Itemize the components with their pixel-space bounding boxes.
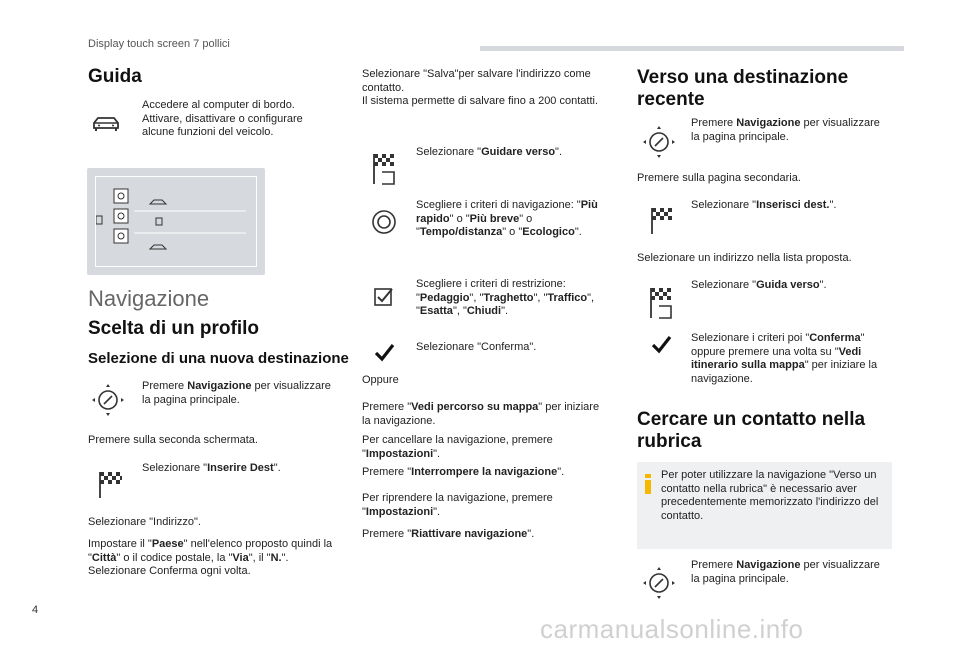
secondary-page-text: Premere sulla pagina secondaria. [637,172,801,184]
stop-text: Premere "Interrompere la navigazione". [362,466,565,478]
drive-to-text: Selezionare "Guidare verso". [416,146,563,158]
or-text: Oppure [362,374,399,386]
press-nav-text-1: Premere Navigazione per visualizzare la pagina principale. [142,380,331,406]
page-number: 4 [32,604,39,616]
profile-title: Scelta di un profilo [88,318,260,339]
press-nav-text-3: Premere Navigazione per visualizzare la pagina principale. [691,559,880,585]
checkbox-icon [366,278,402,314]
car-icon [88,106,124,142]
second-screen-text: Premere sulla seconda schermata. [88,434,258,446]
finish-flag-icon [643,284,679,320]
finish-flag-icon [92,466,128,502]
insert-dest-text: Selezionare "Inserire Dest". [142,462,281,474]
select-address-list-text: Selezionare un indirizzo nella lista proposta. [637,252,852,264]
insert-dest-text-2: Selezionare "Inserisci dest.". [691,199,837,211]
header-rule [480,46,904,51]
confirm-text: Selezionare "Conferma". [416,341,537,353]
contact-title: Cercare un contatto nella rubrica [637,409,866,452]
press-nav-text-2: Premere Navigazione per visualizzare la pagina principale. [691,117,880,143]
finish-flag-icon [366,150,402,186]
recent-destination-title: Verso una destinazione recente [637,67,849,110]
criteria-confirm-text: Selezionare i criteri poi "Conferma" oppure premere una volta su "Vedi itinerario sulla mappa" per iniziare la navigazione. [691,332,878,385]
set-country-text: Impostare il "Paese" nell'elenco proposto quindi la "Città" o il codice postale, la "Via", il "N.". Selezionare Conferma ogni volta. [88,538,333,577]
select-address-text: Selezionare "Indirizzo". [88,516,201,528]
finish-flag-icon [644,202,680,238]
navigation-compass-icon [641,565,677,601]
info-icon [645,474,651,488]
checkmark-icon [366,334,402,370]
guida-text: Accedere al computer di bordo. Attivare, disattivare o configurare alcune funzioni del veicolo. [142,99,303,138]
guide-to-text: Selezionare "Guida verso". [691,279,827,291]
guida-title: Guida [88,66,142,87]
reactivate-text: Premere "Riattivare navigazione". [362,528,535,540]
info-note-text: Per poter utilizzare la navigazione "Verso un contatto nella rubrica" è necessario aver precedentemente memorizzato l'indirizzo del contatto. [661,469,879,522]
navigazione-title: Navigazione [88,286,210,311]
nav-criteria-text: Scegliere i criteri di navigazione: "Più rapido" o "Più breve" o "Tempo/distanza" o "Ecologico". [416,199,598,238]
navigation-compass-icon [641,124,677,160]
running-header: Display touch screen 7 pollici [88,38,230,50]
checkmark-icon [643,326,679,362]
show-route-text: Premere "Vedi percorso su mappa" per iniziare la navigazione. [362,401,600,427]
target-circle-icon [366,204,402,240]
resume-text: Per riprendere la navigazione, premere "Impostazioni". [362,492,553,518]
screen-illustration [87,168,265,275]
cancel-text: Per cancellare la navigazione, premere "Impostazioni". [362,434,553,460]
save-contact-text: Selezionare "Salva"per salvare l'indirizzo come contatto. Il sistema permette di salvare fino a 200 contatti. [362,68,599,107]
watermark: carmanualsonline.info [540,614,804,644]
restriction-criteria-text: Scegliere i criteri di restrizione: "Pedaggio", "Traghetto", "Traffico", "Esatta", "Chiudi". [416,278,595,317]
new-destination-title: Selezione di una nuova destinazione [88,350,349,367]
navigation-compass-icon [90,382,126,418]
info-note [637,462,892,549]
